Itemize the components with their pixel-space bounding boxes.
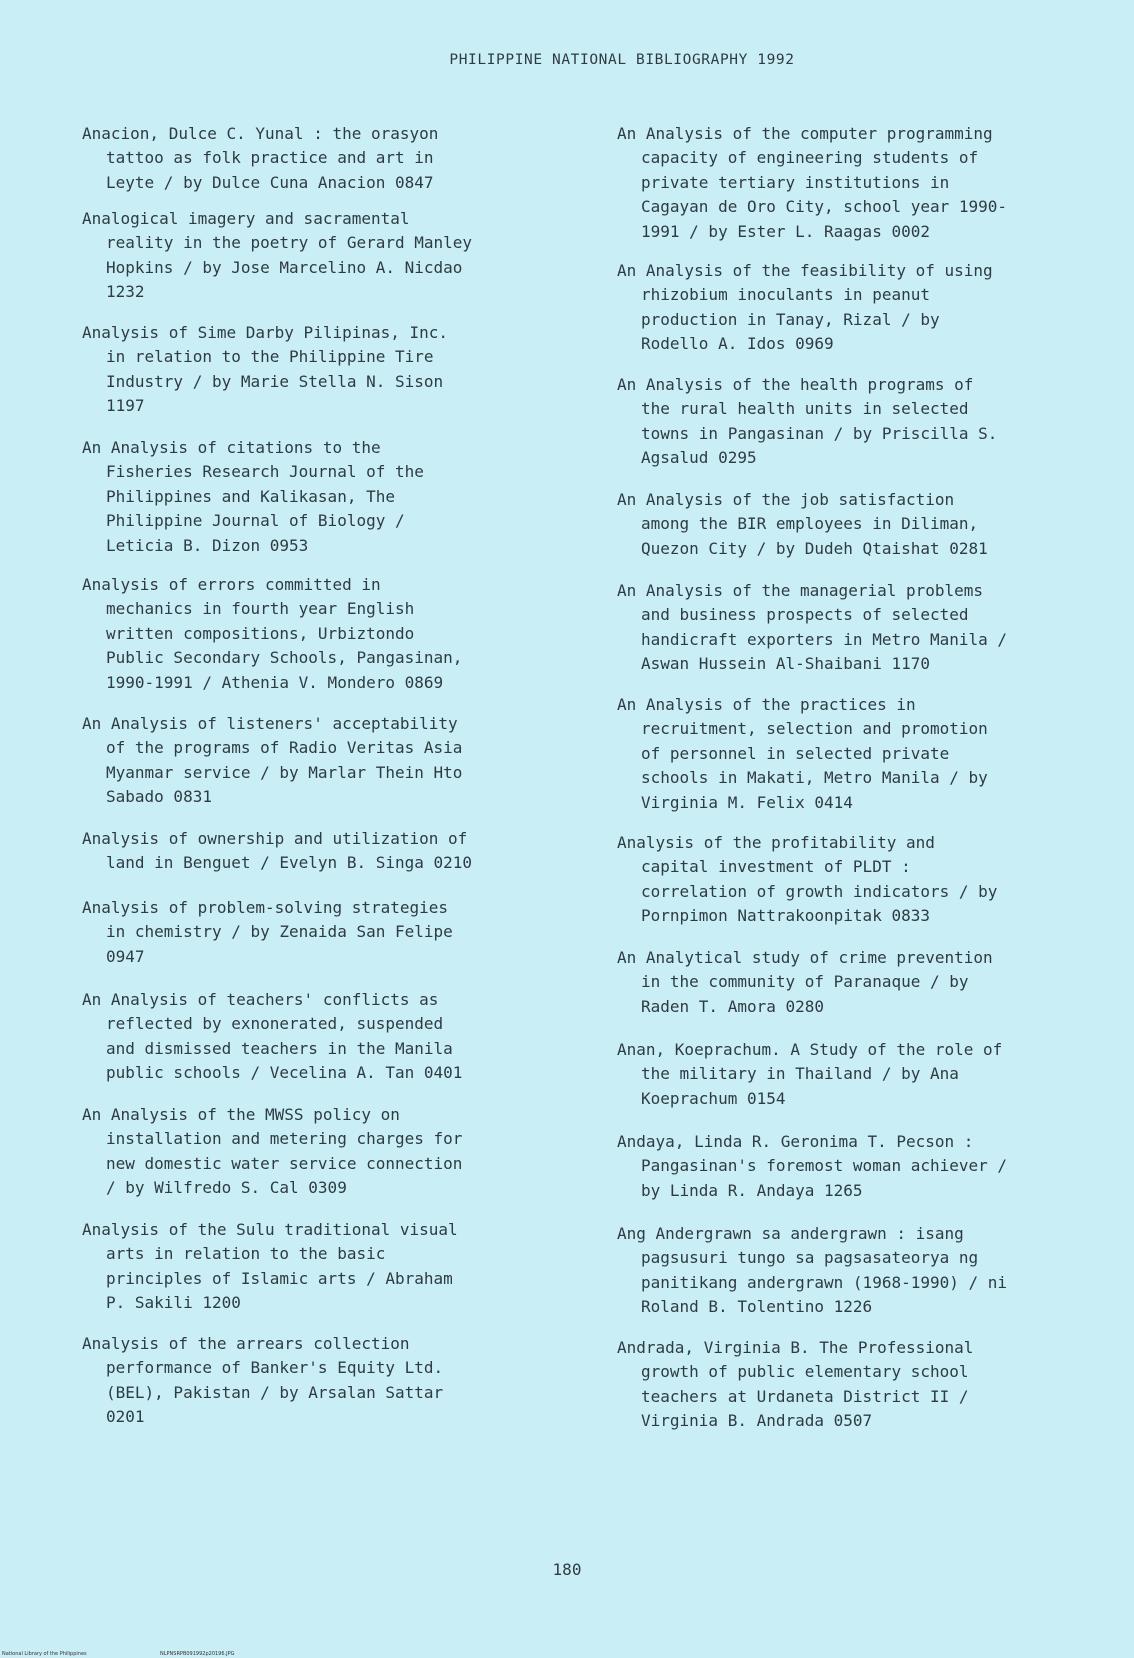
bib-entry: An Analysis of the health programs of the rural health units in selected towns in Pangasinan / by Priscilla S. Agsalud 0295 [617,375,998,468]
bib-entry: An Analysis of the practices in recruitment, selection and promotion of personnel in selected private schools in Makati, Metro Manila / by Virginia M. Felix 0414 [617,695,988,812]
bib-entry: Analysis of errors committed in mechanics in fourth year English written compositions, Urbiztondo Public Secondary Schools, Pangasinan, 1990-1991 / Athenia V. Mondero 0869 [82,575,463,692]
footer-filename: NLPNSRPB091992p20196.JPG [160,1651,235,1657]
bib-entry: An Analysis of the feasibility of using rhizobium inoculants in peanut production in Tanay, Rizal / by Rodello A. Idos 0969 [617,261,993,354]
bib-entry: An Analysis of the managerial problems and business prospects of selected handicraft exporters in Metro Manila / Aswan Hussein Al-Shaibani 1170 [617,581,1008,674]
bib-entry: Ang Andergrawn sa andergrawn : isang pagsusuri tungo sa pagsasateorya ng panitikang andergrawn (1968-1990) / ni Roland B. Tolentino 1226 [617,1224,1008,1317]
bib-entry: Analogical imagery and sacramental reality in the poetry of Gerard Manley Hopkins / by Jose Marcelino A. Nicdao 1232 [82,209,473,302]
bib-entry: Andaya, Linda R. Geronima T. Pecson : Pangasinan's foremost woman achiever / by Linda R. Andaya 1265 [617,1132,1008,1200]
bib-entry: Andrada, Virginia B. The Professional growth of public elementary school teachers at Urdaneta District II / Virginia B. Andrada 0507 [617,1338,974,1431]
footer-credit: National Library of the Philippines [2,1651,87,1657]
bib-entry: Analysis of ownership and utilization of land in Benguet / Evelyn B. Singa 0210 [82,829,473,873]
bib-entry: Anacion, Dulce C. Yunal : the orasyon tattoo as folk practice and art in Leyte / by Dulce Cuna Anacion 0847 [82,124,439,192]
bib-entry: Analysis of the profitability and capital investment of PLDT : correlation of growth indicators / by Pornpimon Nattrakoonpitak 0833 [617,833,998,926]
bib-entry: An Analysis of listeners' acceptability of the programs of Radio Veritas Asia Myanmar service / by Marlar Thein Hto Sabado 0831 [82,714,463,807]
bib-entry: An Analysis of the job satisfaction among the BIR employees in Diliman, Quezon City / by Dudeh Qtaishat 0281 [617,490,988,558]
bib-entry: Anan, Koeprachum. A Study of the role of the military in Thailand / by Ana Koeprachum 0154 [617,1040,1003,1108]
running-header: PHILIPPINE NATIONAL BIBLIOGRAPHY 1992 [449,52,795,68]
page-number: 180 [552,1560,582,1579]
bib-entry: Analysis of problem-solving strategies in chemistry / by Zenaida San Felipe 0947 [82,898,453,966]
bib-entry: An Analytical study of crime prevention in the community of Paranaque / by Raden T. Amora 0280 [617,948,993,1016]
bib-entry: An Analysis of citations to the Fisheries Research Journal of the Philippines and Kalikasan, The Philippine Journal of Biology / Leticia B. Dizon 0953 [82,438,424,555]
bib-entry: Analysis of Sime Darby Pilipinas, Inc. in relation to the Philippine Tire Industry / by Marie Stella N. Sison 1197 [82,323,449,416]
bib-entry: An Analysis of teachers' conflicts as reflected by exnonerated, suspended and dismissed teachers in the Manila public schools / Vecelina A. Tan 0401 [82,990,463,1083]
bib-entry: An Analysis of the computer programming capacity of engineering students of private tertiary institutions in Cagayan de Oro City, school year 1990- 1991 / by Ester L. Raagas 0002 [617,124,1008,241]
bib-entry: An Analysis of the MWSS policy on installation and metering charges for new domestic water service connection / by Wilfredo S. Cal 0309 [82,1105,463,1198]
bib-entry: Analysis of the arrears collection performance of Banker's Equity Ltd. (BEL), Pakistan / by Arsalan Sattar 0201 [82,1334,444,1427]
bib-entry: Analysis of the Sulu traditional visual arts in relation to the basic principles of Islamic arts / Abraham P. Sakili 1200 [82,1220,458,1313]
